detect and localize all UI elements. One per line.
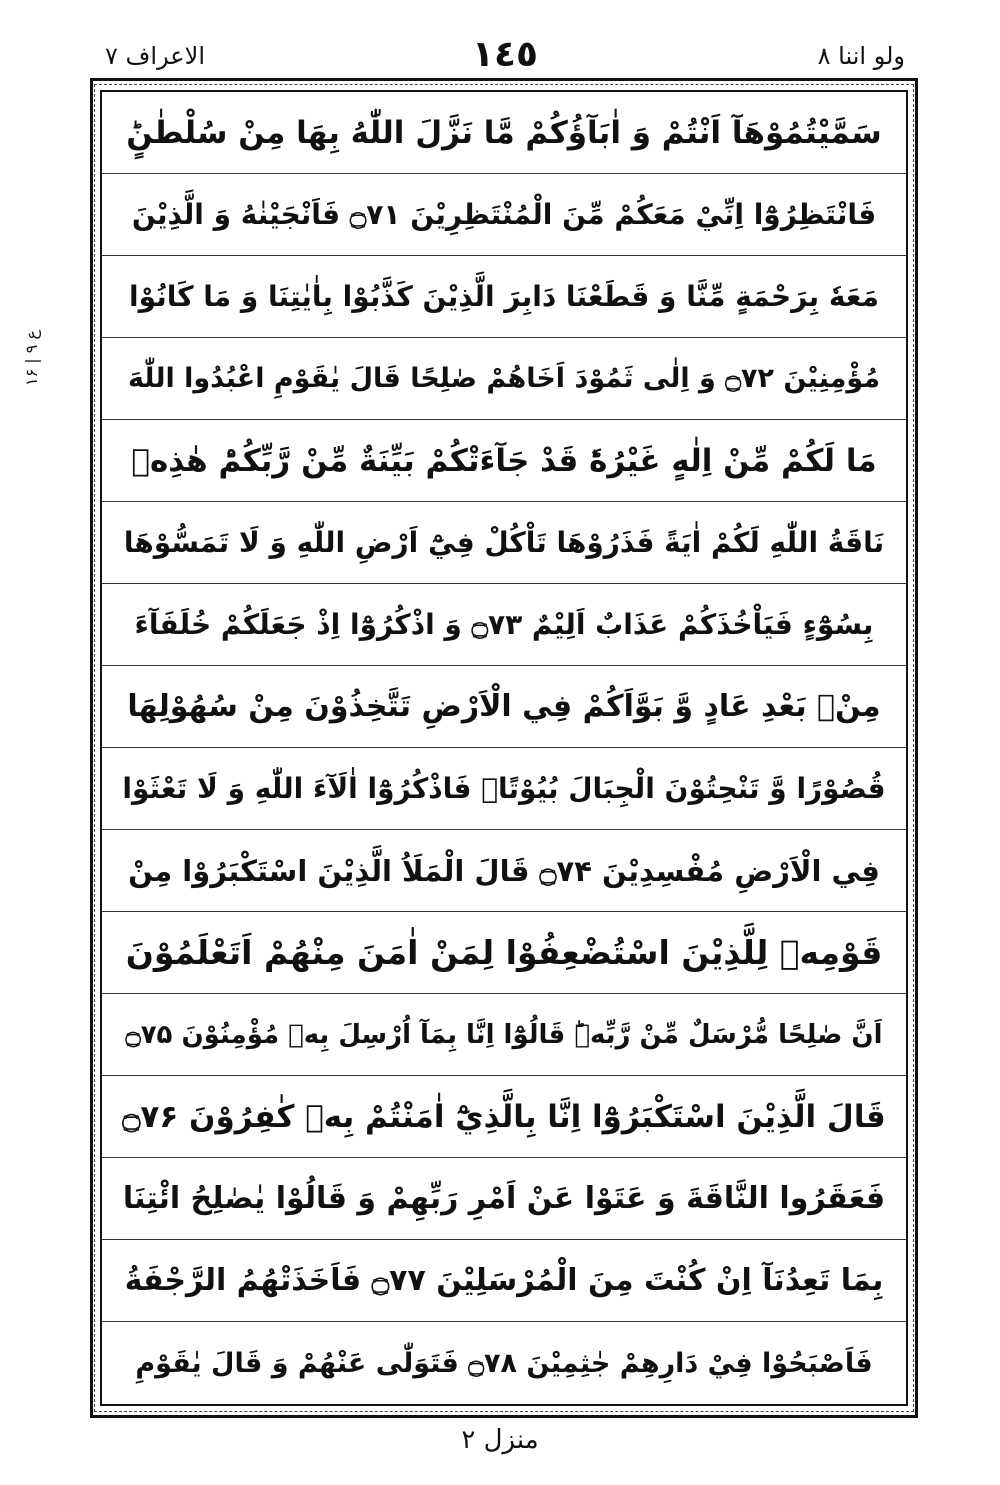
line-text: فِي الْاَرْضِ مُفْسِدِيْنَ ۝۷۴ قَالَ الْمَلَاُ الَّذِيْنَ اسْتَكْبَرُوْا مِنْ xyxy=(128,853,880,888)
text-body xyxy=(102,92,906,1404)
line-text: اَنَّ صٰلِحًا مُّرْسَلٌ مِّنْ رَّبِّهٖؕ قَالُوْٓا اِنَّا بِمَآ اُرْسِلَ بِهٖ مُؤْمِنُوْنَ ۝۷۵ xyxy=(125,1019,883,1050)
text-line xyxy=(102,584,906,666)
line-text: مِنْۢ بَعْدِ عَادٍ وَّ بَوَّاَكُمْ فِي الْاَرْضِ تَتَّخِذُوْنَ مِنْ سُهُوْلِهَا xyxy=(127,689,881,724)
text-line xyxy=(102,256,906,338)
line-text: مَا لَكُمْ مِّنْ اِلٰهٍ غَيْرُهٗؕ قَدْ جَآءَتْكُمْ بَيِّنَةٌ مِّنْ رَّبِّكُمْؕ هٰذِهٖ xyxy=(131,442,877,479)
text-line xyxy=(102,1240,906,1322)
line-text: فَانْتَظِرُوْٓا اِنِّيْ مَعَكُمْ مِّنَ الْمُنْتَظِرِيْنَ ۝۷۱ فَاَنْجَيْنٰهُ وَ الَّذِيْنَ xyxy=(131,198,877,231)
page-number: ١٤٥ xyxy=(472,34,538,75)
line-text: قُصُوْرًا وَّ تَنْحِتُوْنَ الْجِبَالَ بُيُوْتًاۚ فَاذْكُرُوْٓا اٰلَآءَ اللّٰهِ وَ لَا تَعْثَوْا xyxy=(122,772,886,805)
text-line xyxy=(102,1322,906,1404)
text-line xyxy=(102,666,906,748)
line-text: قَالَ الَّذِيْنَ اسْتَكْبَرُوْٓا اِنَّا بِالَّذِيْٓ اٰمَنْتُمْ بِهٖ كٰفِرُوْنَ ۝۷۶ xyxy=(122,1098,886,1135)
text-line xyxy=(102,912,906,994)
line-text: فَعَقَرُوا النَّاقَةَ وَ عَتَوْا عَنْ اَمْرِ رَبِّهِمْ وَ قَالُوْا يٰصٰلِحُ ائْتِنَا xyxy=(122,1181,886,1216)
line-text: بِمَا تَعِدُنَآ اِنْ كُنْتَ مِنَ الْمُرْسَلِيْنَ ۝۷۷ فَاَخَذَتْهُمُ الرَّجْفَةُ xyxy=(124,1263,884,1298)
text-line xyxy=(102,994,906,1076)
line-text: سَمَّيْتُمُوْهَآ اَنْتُمْ وَ اٰبَآؤُكُمْ مَّا نَزَّلَ اللّٰهُ بِهَا مِنْ سُلْطٰنٍؕ xyxy=(126,114,882,151)
line-text: بِسُوْٓءٍ فَيَاْخُذَكُمْ عَذَابٌ اَلِيْمٌ ۝۷۳ وَ اذْكُرُوْٓا اِذْ جَعَلَكُمْ خُلَفَآءَ xyxy=(134,608,874,641)
page-header xyxy=(95,34,915,78)
line-text: نَاقَةُ اللّٰهِ لَكُمْ اٰيَةً فَذَرُوْهَا تَاْكُلْ فِيْٓ اَرْضِ اللّٰهِ وَ لَا تَمَسُّوْهَا xyxy=(123,526,885,559)
text-line xyxy=(102,748,906,830)
text-line xyxy=(102,502,906,584)
ruku-marker: ع ۹ | ۱۶ xyxy=(22,330,41,386)
surah-name: الاعراف ۷ xyxy=(105,42,205,70)
text-line xyxy=(102,92,906,174)
text-line xyxy=(102,338,906,420)
text-line xyxy=(102,174,906,256)
text-line xyxy=(102,420,906,502)
text-line xyxy=(102,830,906,912)
para-name: ولو اننا ۸ xyxy=(817,42,905,70)
text-line xyxy=(102,1158,906,1240)
manzil-marker: منزل ۲ xyxy=(461,1425,539,1455)
line-text: مُؤْمِنِيْنَ ۝۷۲ وَ اِلٰى ثَمُوْدَ اَخَاهُمْ صٰلِحًا قَالَ يٰقَوْمِ اعْبُدُوا اللّٰهَ xyxy=(127,363,881,394)
line-text: فَاَصْبَحُوْا فِيْ دَارِهِمْ جٰثِمِيْنَ ۝۷۸ فَتَوَلّٰى عَنْهُمْ وَ قَالَ يٰقَوْمِ xyxy=(135,1347,873,1379)
line-text: قَوْمِهٖ لِلَّذِيْنَ اسْتُضْعِفُوْا لِمَنْ اٰمَنَ مِنْهُمْ اَتَعْلَمُوْنَ xyxy=(125,933,883,972)
line-text: مَعَهٗ بِرَحْمَةٍ مِّنَّا وَ قَطَعْنَا دَابِرَ الَّذِيْنَ كَذَّبُوْا بِاٰيٰتِنَا وَ مَا كَانُوْا xyxy=(129,280,879,313)
text-line xyxy=(102,1076,906,1158)
